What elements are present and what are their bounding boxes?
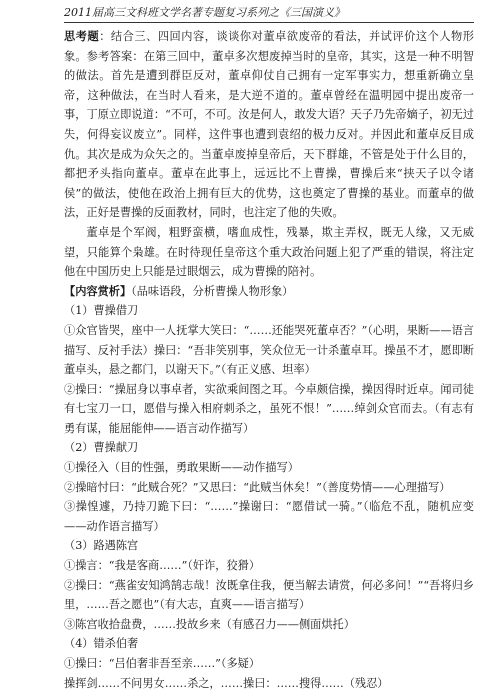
section-note: （品味语段，分析曹操人物形象） — [131, 284, 294, 298]
block-item: ①操言：“我是客商……”（奸诈，狡猾） — [64, 559, 261, 573]
block-item: ①操曰：“吕伯奢非吾至亲……”（多疑） — [64, 657, 261, 670]
block-3 — [64, 536, 474, 634]
block-2 — [64, 438, 474, 536]
block-heading: （4）错杀伯奢 — [64, 637, 139, 651]
block-item: ②操曰：“操屈身以事卓者，实欲乘间图之耳。今卓颇信操，操因得时近卓。闻司徒有七宝刀一口，愿借与操入相府刺杀之，虽死不恨！”……绰剑众官而去。（有志有勇有谋，能屈能伸——语言动作描写） — [64, 382, 474, 435]
block-item: ①操径入（目的性强，勇敢果断——动作描写） — [64, 461, 299, 475]
think-paragraph-2: 董卓是个军阀，粗野蛮横，嗜血成性，残暴，欺主弄权，既无人缘，又无威望，只能算个枭雄。在时待现任皇帝这个重大政治问题上犯了严重的错误，将注定他在中国历史上只能是过眼烟云，成为曹操的陪衬。 — [64, 225, 474, 279]
cutoff-line: 操挥剑……不问男女……杀之，……操曰：……搜得……（残忍） — [64, 676, 389, 690]
think-text: ：结合三、四回内容，谈谈你对董卓欲废帝的看法，并试评价这个人物形象。参考答案：在第三回中，董卓多次想废掉当时的皇帝，其实，这是一种不明智的做法。首先是遭到群臣反对，董卓仰仗自己拥有一定军事实力，想重新确立皇帝，这种做法，在当时人看来，是大逆不道的。董卓曾经在温明园中提出废帝一事，丁原立即说道：“不可，不可。汝是何人，敢发大语？天子乃先帝嫡子，初无过失，何得妄议废立”。同样，这件事也遭到袁绍的极力反对。并因此和董卓反目成仇。其次是成为众矢之的。当董卓废掉皇帝后，天下群雄，不管是处于什么目的，都把矛头指向董卓。董卓在此事上，远远比不上曹操，曹操后来“挟天子以令诸侯”的做法，使他在政治上拥有巨大的优势，这也奠定了曹操的基业。而董卓的做法，正好是曹操的反面教材，同时，也注定了他的失败。 — [64, 30, 474, 220]
block-1 — [64, 301, 474, 438]
block-4 — [64, 634, 474, 693]
block-heading: （2）曹操献刀 — [64, 441, 139, 455]
block-item: ③操惶遽，乃持刀跪下曰：“……”操谢曰：“愿借试一骑。”（临危不乱，随机应变——动作语言描写） — [64, 500, 474, 533]
block-item: ③陈宫收拾盘费，……投故乡来（有感召力——侧面烘托） — [64, 617, 355, 631]
block-heading: （1）曹操借刀 — [64, 304, 139, 318]
think-paragraph — [64, 27, 474, 223]
think-label: 思考题 — [64, 29, 100, 43]
block-item: ①众官皆哭，座中一人抚掌大笑曰：“……还能哭死董卓否？”（心明，果断——语言描写、反衬手法）操曰：“吾非笑别事，笑众位无一计杀董卓耳。操虽不才，愿即断董卓头，悬之都门，以谢天下。”（有正义感、坦率） — [64, 323, 474, 377]
page-header: 2011届高三文科班文学名著专题复习系列之《三国演义》 — [64, 4, 474, 23]
section-heading — [64, 282, 474, 302]
section-title: 【内容赏析】 — [64, 283, 132, 298]
block-item: ②操暗忖曰：“此贼合死？”又思曰：“此贼当休矣！”（善度势情——心理描写） — [64, 480, 451, 494]
block-item: ②操曰：“燕雀安知鸿鹄志哉！汝既拿住我，便当解去请赏，何必多问！”“吾将归乡里，……吾之愿也”（有大志，直爽——语言描写） — [64, 578, 474, 612]
block-heading: （3）路遇陈宫 — [64, 539, 139, 553]
